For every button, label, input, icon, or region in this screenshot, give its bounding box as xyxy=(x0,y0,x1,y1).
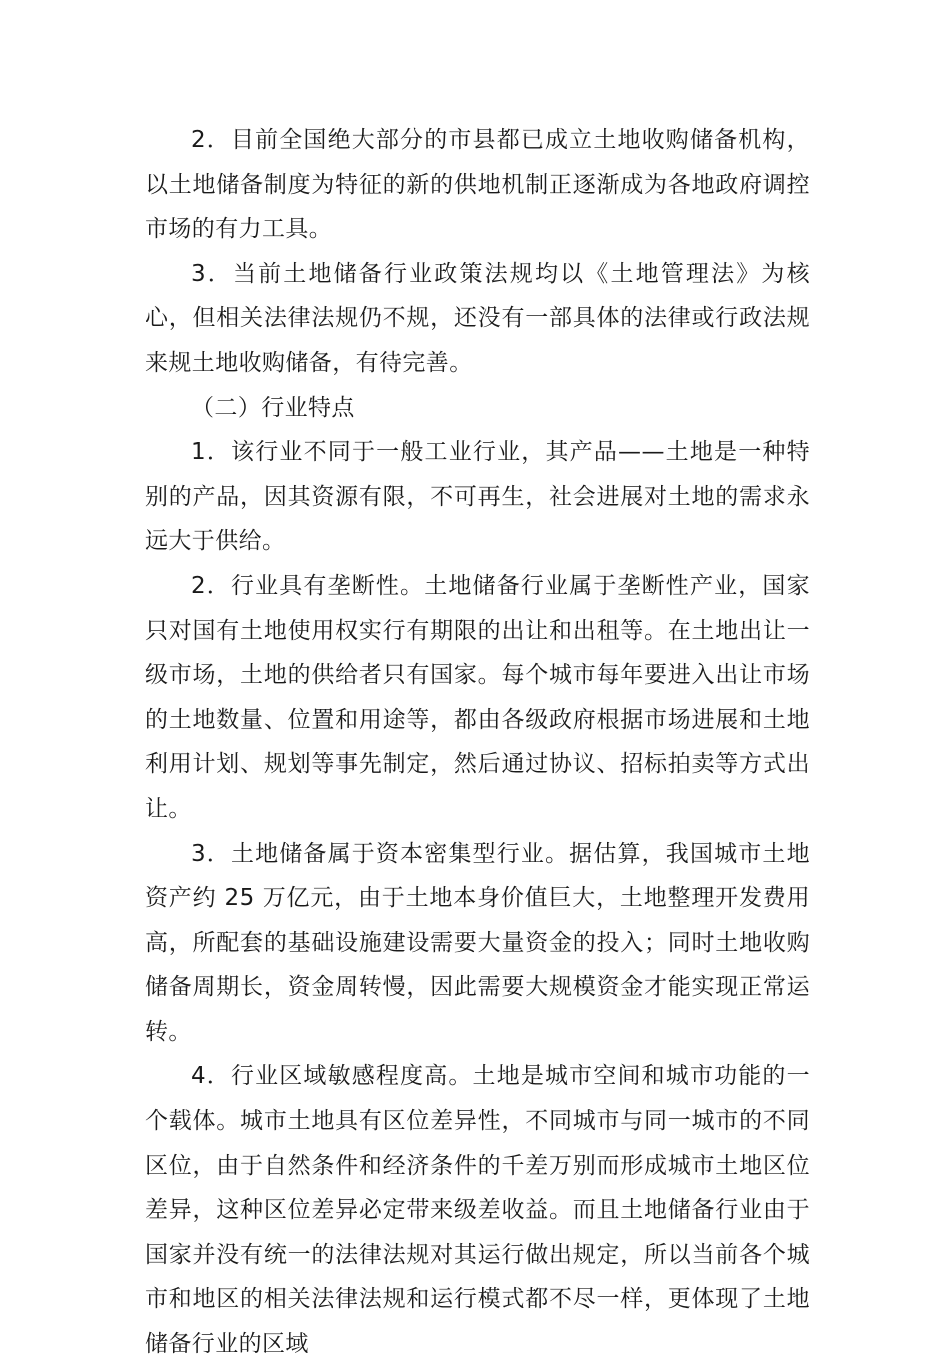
paragraph-policy-regulations: 3．当前土地储备行业政策法规均以《土地管理法》为核心，但相关法律法规仍不规，还没有一部具体的法律或行政法规来规土地收购储备，有待完善。 xyxy=(145,260,810,376)
paragraph-feature-3: 3．土地储备属于资本密集型行业。据估算，我国城市土地资产约 25 万亿元，由于土地本身价值巨大，土地整理开发费用高，所配套的基础设施建设需要大量资金的投入；同时土地收购储备周期长，资金周转慢，因此需要大规模资金才能实现正常运转。 xyxy=(145,840,810,1045)
paragraph-feature-1: 1．该行业不同于一般工业行业，其产品——土地是一种特别的产品，因其资源有限，不可再生，社会进展对土地的需求永远大于供给。 xyxy=(145,439,810,555)
paragraph-feature-2: 2．行业具有垄断性。土地储备行业属于垄断性产业，国家只对国有土地使用权实行有期限的出让和出租等。在土地出让一级市场，土地的供给者只有国家。每个城市每年要进入出让市场的土地数量、位置和用途等，都由各级政府根据市场进展和土地利用计划、规划等事先制定，然后通过协议、招标拍卖等方式出让。 xyxy=(145,572,810,822)
document-body xyxy=(145,118,810,1367)
section-heading-industry-features: （二）行业特点 xyxy=(191,394,355,421)
paragraph-feature-4: 4．行业区域敏感程度高。土地是城市空间和城市功能的一个载体。城市土地具有区位差异性，不同城市与同一城市的不同区位，由于自然条件和经济条件的千差万别而形成城市土地区位差异，这种区位差异必定带来级差收益。而且土地储备行业由于国家并没有统一的法律法规对其运行做出规定，所以当前各个城市和地区的相关法律法规和运行模式都不尽一样，更体现了土地储备行业的区域 xyxy=(145,1063,810,1358)
paragraph-land-reserve-institutions: 2．目前全国绝大部分的市县都已成立土地收购储备机构，以土地储备制度为特征的新的供地机制正逐渐成为各地政府调控市场的有力工具。 xyxy=(145,127,810,243)
